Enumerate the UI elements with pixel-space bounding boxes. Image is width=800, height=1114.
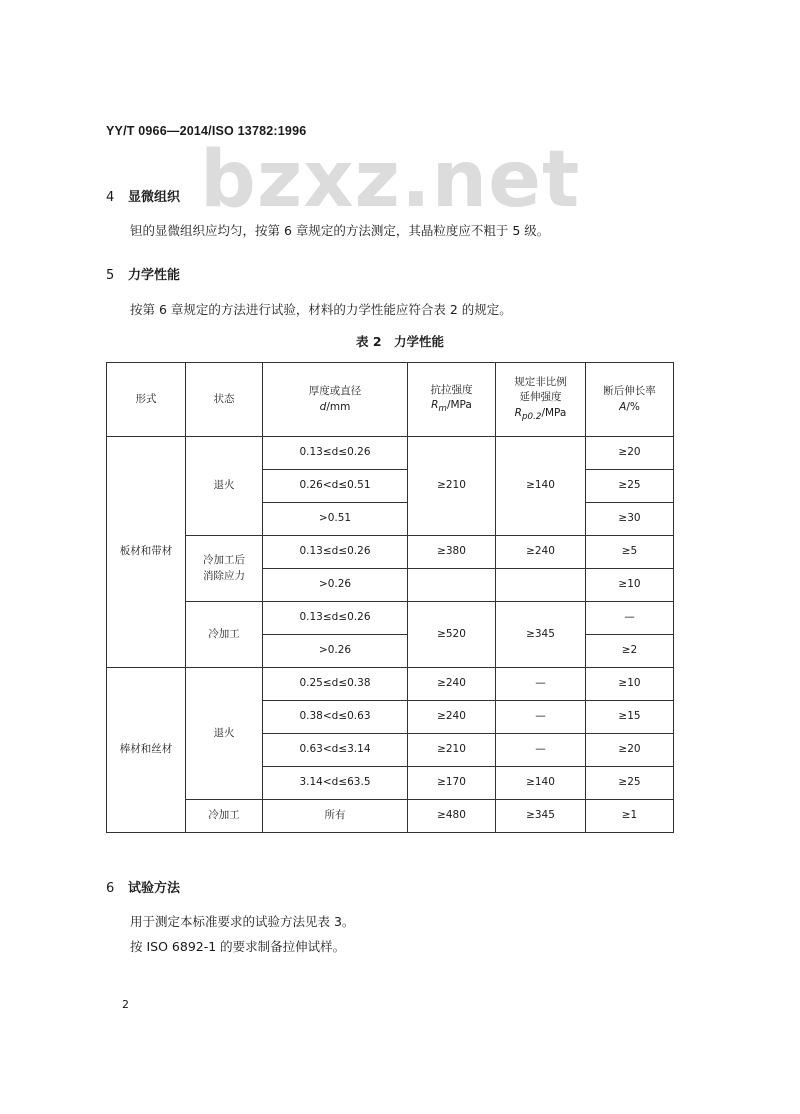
yield-cell: ≥140	[496, 767, 586, 800]
thickness-cell: 0.38<d≤0.63	[263, 701, 408, 734]
elongation-cell: ≥5	[586, 536, 674, 569]
section-5-number: 5	[106, 268, 115, 283]
condition-stress-relieved	[186, 536, 263, 602]
elongation-cell: ≥15	[586, 701, 674, 734]
condition-cold-worked: 冷加工	[186, 602, 263, 668]
elongation-cell: ≥10	[586, 569, 674, 602]
condition-bar-cold-worked: 冷加工	[186, 800, 263, 833]
elongation-cell: ≥2	[586, 635, 674, 668]
watermark: bzxz.net	[200, 135, 581, 225]
header-form: 形式	[107, 363, 186, 437]
thickness-cell: >0.26	[263, 569, 408, 602]
elongation-cell: ≥1	[586, 800, 674, 833]
header-elongation	[586, 363, 674, 437]
thickness-cell: >0.26	[263, 635, 408, 668]
section-5-text: 按第 6 章规定的方法进行试验，材料的力学性能应符合表 2 的规定。	[130, 302, 512, 317]
yield-cell: —	[496, 668, 586, 701]
section-6-line-1: 用于测定本标准要求的试验方法见表 3。	[130, 914, 355, 929]
section-4-text: 钽的显微组织应均匀，按第 6 章规定的方法测定，其晶粒度应不粗于 5 级。	[130, 223, 550, 238]
section-6-line-2: 按 ISO 6892-1 的要求制备拉伸试样。	[130, 939, 346, 954]
yield-cell-empty	[496, 569, 586, 602]
header-yield-label-2: 延伸强度	[519, 391, 562, 404]
elongation-cell: ≥20	[586, 437, 674, 470]
table-2-caption: 表 2 力学性能	[355, 334, 445, 349]
table-row	[107, 536, 674, 569]
thickness-cell: 0.26<d≤0.51	[263, 470, 408, 503]
elongation-cell: ≥10	[586, 668, 674, 701]
header-yield-symbol: R	[514, 407, 522, 420]
tensile-cell: ≥210	[408, 734, 496, 767]
yield-cell: ≥140	[496, 437, 586, 536]
tensile-cell-empty	[408, 569, 496, 602]
tensile-cell: ≥380	[408, 536, 496, 569]
tensile-cell: ≥240	[408, 701, 496, 734]
thickness-cell: 0.13≤d≤0.26	[263, 602, 408, 635]
header-thickness-unit: /mm	[326, 400, 351, 413]
table-row	[107, 437, 674, 470]
header-tensile-symbol: R	[431, 399, 439, 412]
table-row	[107, 800, 674, 833]
elongation-cell: ≥30	[586, 503, 674, 536]
form-bar-wire: 棒材和丝材	[107, 668, 186, 833]
elongation-cell: —	[586, 602, 674, 635]
section-5-heading	[106, 264, 180, 283]
header-elongation-label: 断后伸长率	[603, 384, 656, 397]
section-4-heading	[106, 186, 180, 205]
header-thickness	[263, 363, 408, 437]
header-thickness-label: 厚度或直径	[308, 384, 362, 397]
section-4-title: 显微组织	[128, 190, 181, 205]
yield-cell: ≥345	[496, 800, 586, 833]
header-tensile-subscript: m	[438, 404, 447, 415]
tensile-cell: ≥480	[408, 800, 496, 833]
thickness-cell: 3.14<d≤63.5	[263, 767, 408, 800]
mechanical-properties-table	[106, 362, 674, 833]
document-number: YY/T 0966—2014/ISO 13782:1996	[106, 124, 307, 138]
header-yield	[496, 363, 586, 437]
header-yield-unit: /MPa	[541, 407, 567, 420]
header-elongation-symbol: A	[619, 400, 627, 413]
elongation-cell: ≥20	[586, 734, 674, 767]
section-4-number: 4	[106, 190, 115, 205]
condition-bar-annealed: 退火	[186, 668, 263, 800]
section-6-heading	[106, 877, 180, 896]
header-yield-label-1: 规定非比例	[514, 375, 567, 388]
section-5-title: 力学性能	[128, 268, 181, 283]
tensile-cell: ≥170	[408, 767, 496, 800]
table-header-row	[107, 363, 674, 437]
form-plate-strip: 板材和带材	[107, 437, 186, 668]
condition-stress-relieved-2: 消除应力	[203, 569, 245, 582]
tensile-cell: ≥210	[408, 437, 496, 536]
table-row	[107, 668, 674, 701]
thickness-cell: 0.63<d≤3.14	[263, 734, 408, 767]
thickness-cell: 0.13≤d≤0.26	[263, 536, 408, 569]
header-condition: 状态	[186, 363, 263, 437]
header-tensile	[408, 363, 496, 437]
elongation-cell: ≥25	[586, 767, 674, 800]
header-thickness-symbol: d	[319, 400, 327, 413]
header-tensile-unit: /MPa	[446, 399, 472, 412]
header-yield-subscript: p0.2	[521, 412, 542, 423]
thickness-cell: 0.25≤d≤0.38	[263, 668, 408, 701]
page-number: 2	[122, 998, 129, 1011]
yield-cell: ≥345	[496, 602, 586, 668]
table-row	[107, 602, 674, 635]
yield-cell: —	[496, 734, 586, 767]
yield-cell: ≥240	[496, 536, 586, 569]
header-tensile-label: 抗拉强度	[430, 383, 473, 396]
thickness-cell: >0.51	[263, 503, 408, 536]
tensile-cell: ≥520	[408, 602, 496, 668]
section-6-number: 6	[106, 881, 115, 896]
thickness-cell: 0.13≤d≤0.26	[263, 437, 408, 470]
yield-cell: —	[496, 701, 586, 734]
tensile-cell: ≥240	[408, 668, 496, 701]
thickness-cell: 所有	[263, 800, 408, 833]
header-elongation-unit: /%	[626, 400, 640, 413]
condition-annealed: 退火	[186, 437, 263, 536]
section-6-title: 试验方法	[128, 881, 181, 896]
condition-stress-relieved-1: 冷加工后	[203, 553, 245, 566]
elongation-cell: ≥25	[586, 470, 674, 503]
